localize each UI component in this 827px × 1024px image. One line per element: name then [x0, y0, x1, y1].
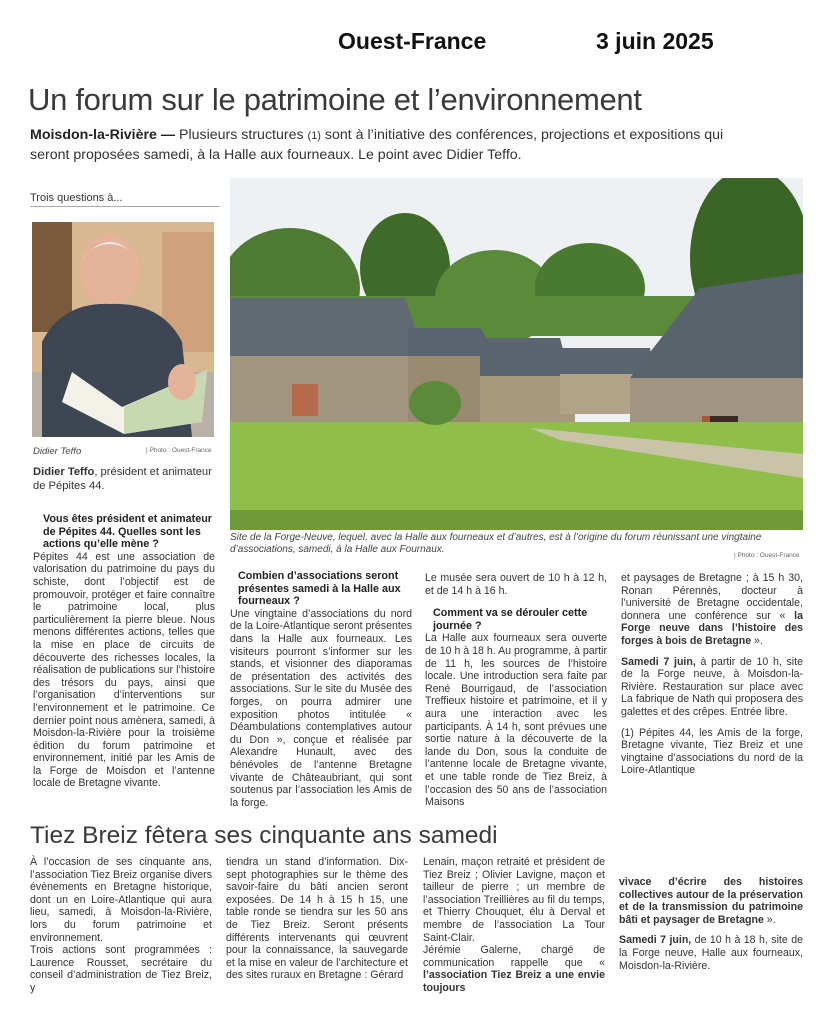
- question-1: Vous êtes président et animateur de Pépites 44. Quelles sont les actions qu’elle mène ?: [43, 513, 213, 551]
- event-info: [621, 656, 803, 719]
- article-2-event-info: [619, 934, 803, 972]
- article-lede: [30, 126, 750, 165]
- article-2-column-1: [30, 856, 212, 995]
- intro-name: Didier Teffo: [33, 466, 95, 478]
- answer-1: Pépites 44 est une association de valorisation du patrimoine du pays du schiste, dont l’objectif est de promouvoir, protéger et faire connaître le patrimoine local, plus particulièrement la pierre bleue. Nous menons différentes actions, telles que la mise en place de circuits de découverte des richesses locales, la réalisation de publications sur l’histoire des trésors du pays, ainsi que l’organisation d’interventions sur l’environnement et le patrimoine. Ce dernier point nous amènera, samedi, à Moisdon-la-Rivière pour la troisième édition du forum patrimoine et environnement, initié par les Amis de la Forge de Moisdon et l’antenne locale de Bretagne vivante.: [33, 550, 215, 790]
- article-2-column-3: [423, 856, 605, 995]
- article-2-paragraph-5: [423, 944, 605, 994]
- question-3: Comment va se dérouler cette journée ?: [433, 607, 588, 632]
- answer-3-continued: [621, 572, 803, 648]
- column-3: [425, 572, 607, 809]
- newspaper-name: Ouest-France: [338, 28, 487, 54]
- lede-place: Moisdon-la-Rivière —: [30, 127, 176, 143]
- quote-close: ».: [763, 913, 776, 926]
- column-4: [621, 572, 803, 777]
- article-2-info-label: Samedi 7 juin,: [619, 934, 692, 947]
- portrait-photo: [32, 222, 214, 437]
- question-2: Combien d’associations seront présentes samedi à la Halle aux fourneaux ?: [238, 570, 401, 608]
- museum-hours: Le musée sera ouvert de 10 h à 12 h, et de 14 h à 16 h.: [425, 572, 607, 597]
- footnote: (1) Pépites 44, les Amis de la forge, Bretagne vivante, Tiez Breiz et une vingtaine d’associations du nord de la Loire-Atlantique: [621, 726, 803, 777]
- article-2-column-2: [226, 856, 408, 982]
- article-2-headline: Tiez Breiz fêtera ses cinquante ans samedi: [30, 822, 498, 849]
- answer-3: La Halle aux fourneaux sera ouverte de 10 h à 18 h. Au programme, à partir de 11 h, les sources de l’histoire locale. Une introduction sera faite par René Bourrigaud, de l’association Treffieux histoire et patrimoine, et il y aura une interaction avec les participants. À 14 h, sont prévues une sortie nature à la découverte de la lande du Don, sous la conduite de l’antenne locale de Bretagne vivante, et une table ronde de Tiez Breiz, à l’occasion des 50 ans de l’association Maisons: [425, 632, 607, 809]
- article-2-paragraph-1: À l’occasion de ses cinquante ans, l’association Tiez Breiz organise divers évènements en Bretagne historique, dont un en Loire-Atlantique qui aura lieu, samedi, à Moisdon-la-Rivière, lors du forum patrimoine et environnement.: [30, 856, 212, 944]
- article-2-column-4: [619, 876, 803, 972]
- event-info-text: à partir de 10 h, site de la Forge neuve, à Moisdon-la-Rivière. Restauration sur place avec La fabrique de Nath qui proposera des galettes et des crêpes. Entrée libre.: [621, 655, 803, 718]
- article-2-paragraph-2: Trois actions sont programmées : Laurence Rousset, secrétaire du conseil d’administration de Tiez Breiz, y: [30, 944, 212, 994]
- interviewee-intro: [33, 465, 218, 493]
- forge-neuve-photo: [230, 178, 803, 530]
- article-2-paragraph-3: tiendra un stand d’information. Dix-sept photographies sur le thème des savoir-faire du bâti ancien seront exposées. De 14 h à 15 h 15, une table ronde se tiendra sur les 50 ans de Tiez Breiz. Seront présents différents intervenants qui œuvrent pour la connaissance, la sauvegarde et la mise en valeur de l’architecture et des sites ruraux en Bretagne : Gérard: [226, 856, 408, 982]
- answer-2: Une vingtaine d’associations du nord de la Loire-Atlantique seront présentes dans la Halle aux fourneaux. Les visiteurs pourront s’informer sur les stands, et visionner des diaporamas de présentation des activités des associations. Sur le site du Musée des forges, on pourra admirer une exposition photos intitulée « Déambulations contemplatives autour du Don », conçue et réalisée par Alexandre Hunault, avec des bénévoles de l’antenne Bretagne vivante de Châteaubriant, qui sont soutenus par l’association les Amis de la forge.: [230, 607, 412, 809]
- portrait-credit: | Photo : Ouest-France: [146, 447, 212, 454]
- article-headline: Un forum sur le patrimoine et l’environnement: [28, 82, 642, 117]
- portrait-caption: Didier Teffo: [33, 446, 82, 457]
- photo-caption: Site de la Forge-Neuve, lequel, avec la Halle aux fourneaux et d’autres, est à l’origine du forum réunissant une vingtaine d’associations, samedi, à la Halle aux Fournaux.: [230, 532, 762, 555]
- quote-end: vivace d’écrire des histoires collectives autour de la préservation et de la transmission du patrimoine bâti et paysager de Bretagne: [619, 876, 803, 926]
- lede-note: (1): [307, 130, 321, 142]
- quote-intro: Jérémie Galerne, chargé de communication rappelle que «: [423, 944, 605, 969]
- publication-date: 3 juin 2025: [596, 28, 714, 54]
- lede-rest: sont à l’initiative des conférences, projections et expositions qui seront proposées samedi, à la Halle aux fourneaux. Le point avec Didier Teffo.: [30, 127, 724, 163]
- column-1: [33, 513, 215, 790]
- answer-3-pre: et paysages de Bretagne ; à 15 h 30, Ronan Pérennès, docteur à l’université de Bretagne occidentale, donnera une conférence sur «: [621, 572, 803, 622]
- conference-title: la Forge neuve dans l’histoire des forges à bois de Bretagne: [621, 609, 803, 647]
- photo-credit: | Photo : Ouest-France: [734, 552, 800, 559]
- article-2-paragraph-4: Lenain, maçon retraité et président de Tiez Breiz ; Olivier Lavigne, maçon et tailleur de pierre ; un membre de l’association Treillières au fil du temps, et Thierry Chouquet, élu à Derval et membre de l’association La Tour Saint-Clair.: [423, 856, 605, 944]
- lede-text: Plusieurs structures: [175, 127, 308, 143]
- article-2-info-text: de 10 h à 18 h, site de la Forge neuve, Halle aux fourneaux, Moisdon-la-Rivière.: [619, 934, 803, 972]
- kicker-rule: [30, 206, 220, 207]
- quote-start: l’association Tiez Breiz a une envie toujours: [423, 969, 605, 994]
- column-2: [230, 570, 412, 809]
- intro-rest: , président et animateur de Pépites 44.: [33, 466, 212, 492]
- interview-kicker: Trois questions à...: [30, 192, 123, 204]
- event-info-label: Samedi 7 juin,: [621, 655, 696, 668]
- answer-3-post: ».: [751, 634, 763, 647]
- article-2-quote-end: [619, 876, 803, 926]
